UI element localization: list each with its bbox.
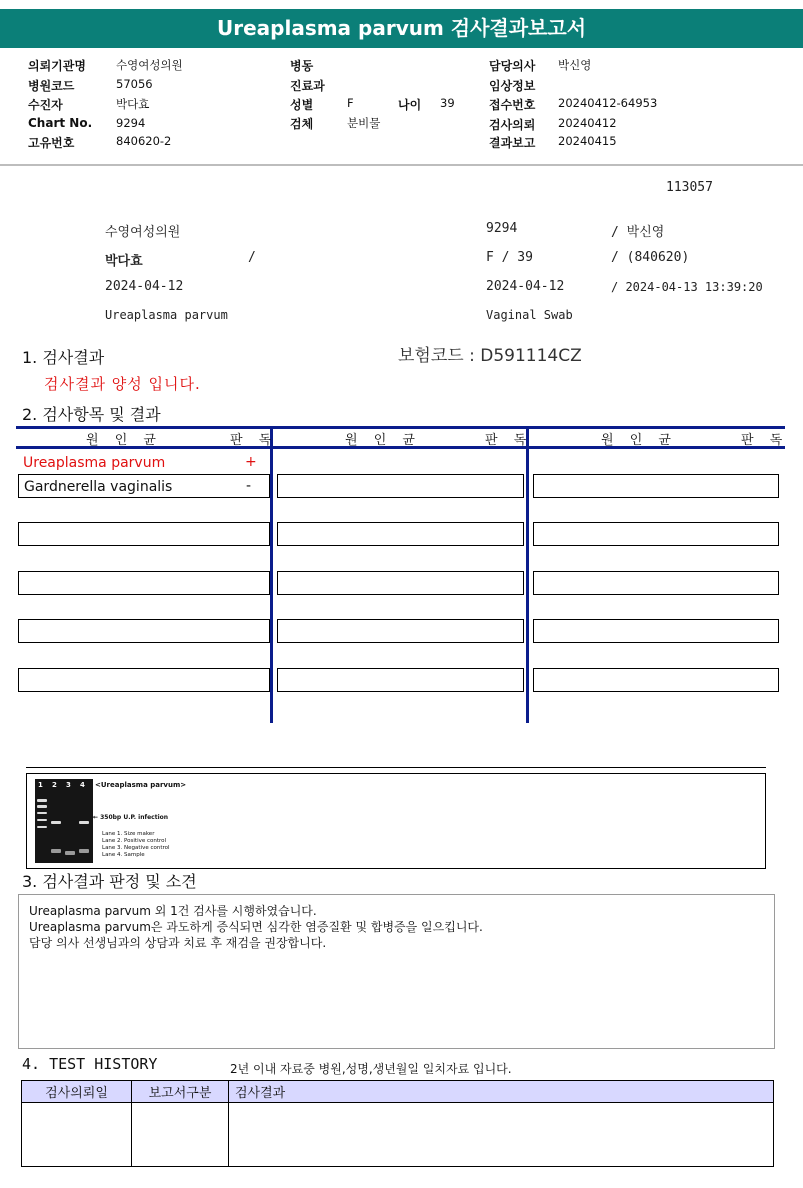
empty-result-box <box>277 571 524 595</box>
gel-legend-1: Lane 1. Size maker <box>102 831 155 837</box>
print-id: 113057 <box>666 180 713 195</box>
lane-2-label: 2 <box>52 781 57 789</box>
lane-3-label: 3 <box>66 781 71 789</box>
section1-title: 1. 검사결과 <box>22 348 105 367</box>
col-judge-1: 판 독 <box>230 433 278 448</box>
col-judge-3: 판 독 <box>741 433 789 448</box>
doctor-label: 담당의사 <box>489 59 536 73</box>
report-title: Ureaplasma parvum 검사결과보고서 <box>0 9 803 48</box>
gel-top-rule <box>26 767 766 768</box>
history-header-date: 검사의뢰일 <box>22 1081 132 1103</box>
unique-no-value: 840620-2 <box>116 134 172 148</box>
header-divider <box>0 164 803 166</box>
gel-band <box>79 849 89 853</box>
insurance-code: 보험코드 : D591114CZ <box>398 346 582 366</box>
result-name-2: Gardnerella vaginalis <box>24 479 173 495</box>
gel-title: <Ureaplasma parvum> <box>95 781 187 789</box>
print-report-time: / 2024-04-13 13:39:20 <box>611 280 763 294</box>
empty-result-box <box>18 619 270 643</box>
gel-legend-4: Lane 4. Sample <box>102 852 145 858</box>
receipt-no-value: 20240412-64953 <box>558 96 658 110</box>
opinion-line-1: Ureaplasma parvum 외 1건 검사를 시행하였습니다. <box>29 904 317 918</box>
gel-band <box>37 826 47 828</box>
clinical-info-label: 임상정보 <box>489 79 536 93</box>
age-label: 나이 <box>398 98 422 112</box>
empty-result-box <box>533 619 779 643</box>
report-date-value: 20240415 <box>558 134 617 148</box>
result-summary: 검사결과 양성 입니다. <box>44 375 201 393</box>
section4-title: 4. TEST HISTORY <box>22 1055 158 1073</box>
hospital-code-value: 57056 <box>116 77 153 91</box>
doctor-value: 박신영 <box>558 58 592 72</box>
ward-label: 병동 <box>290 59 314 73</box>
gel-band <box>37 799 47 802</box>
empty-result-box <box>533 668 779 692</box>
chart-no-value: 9294 <box>116 116 146 130</box>
specimen-label: 검체 <box>290 117 314 131</box>
col-organism-3: 원 인 균 <box>601 433 677 448</box>
lane-1-label: 1 <box>38 781 43 789</box>
request-date-label: 검사의뢰 <box>489 118 536 132</box>
gel-band-annotation: ← 350bp U.P. infection <box>93 814 169 821</box>
report-date-label: 결과보고 <box>489 136 536 150</box>
empty-result-box <box>277 474 524 498</box>
empty-result-box <box>18 571 270 595</box>
gel-band <box>37 819 47 821</box>
print-specimen: Vaginal Swab <box>486 308 573 322</box>
print-slash: / <box>248 250 256 265</box>
gel-band <box>65 851 75 855</box>
grid-divider-1 <box>270 426 273 723</box>
col-organism-2: 원 인 균 <box>345 433 421 448</box>
history-header-result: 검사결과 <box>229 1081 774 1103</box>
history-table <box>21 1080 774 1167</box>
print-chart: 9294 <box>486 221 518 236</box>
empty-result-box <box>18 522 270 546</box>
empty-result-box <box>533 571 779 595</box>
print-patient: 박다효 <box>105 254 143 269</box>
institution-label: 의뢰기관명 <box>28 59 86 73</box>
section2-title: 2. 검사항목 및 결과 <box>22 405 161 424</box>
gel-figure <box>26 773 766 869</box>
gel-photo <box>35 779 93 863</box>
history-cell <box>22 1103 132 1167</box>
empty-result-box <box>277 619 524 643</box>
print-receive-date: 2024-04-12 <box>486 279 565 294</box>
hospital-code-label: 병원코드 <box>28 79 75 93</box>
result-judge-2: - <box>246 478 252 494</box>
grid-divider-2 <box>526 426 529 723</box>
empty-result-box <box>533 474 779 498</box>
gel-band <box>79 821 89 824</box>
history-cell <box>229 1103 774 1167</box>
opinion-line-3: 담당 의사 선생님과의 상담과 치료 후 재검을 권장합니다. <box>29 936 327 950</box>
result-name-1: Ureaplasma parvum <box>23 455 166 471</box>
department-label: 진료과 <box>290 79 325 93</box>
gel-band <box>51 821 61 824</box>
gel-legend-2: Lane 2. Positive control <box>102 838 167 844</box>
opinion-box <box>18 894 775 1049</box>
print-test-name: Ureaplasma parvum <box>105 308 228 322</box>
print-birth: / (840620) <box>611 250 690 265</box>
print-hospital: 수영여성의원 <box>105 225 181 240</box>
history-header-type: 보고서구분 <box>132 1081 229 1103</box>
specimen-value: 분비물 <box>347 116 381 130</box>
empty-result-box <box>533 522 779 546</box>
empty-result-box <box>277 668 524 692</box>
result-judge-1: + <box>245 454 257 470</box>
history-cell <box>132 1103 229 1167</box>
empty-result-box <box>277 522 524 546</box>
gel-band <box>37 805 47 808</box>
chart-no-label: Chart No. <box>28 116 93 130</box>
gel-legend-3: Lane 3. Negative control <box>102 845 170 851</box>
sex-value: F <box>347 96 354 110</box>
print-sex-age: F / 39 <box>486 250 533 265</box>
gel-band <box>37 812 47 814</box>
history-note: 2년 이내 자료중 병원,성명,생년월일 일치자료 입니다. <box>230 1062 512 1076</box>
patient-value: 박다효 <box>116 97 150 111</box>
col-judge-2: 판 독 <box>485 433 533 448</box>
empty-result-box <box>18 668 270 692</box>
age-value: 39 <box>440 96 455 110</box>
lane-4-label: 4 <box>80 781 85 789</box>
sex-label: 성별 <box>290 98 314 112</box>
patient-label: 수진자 <box>28 98 63 112</box>
col-organism-1: 원 인 균 <box>86 433 162 448</box>
section3-title: 3. 검사결과 판정 및 소견 <box>22 872 197 891</box>
print-request-date: 2024-04-12 <box>105 279 184 294</box>
request-date-value: 20240412 <box>558 116 617 130</box>
unique-no-label: 고유번호 <box>28 136 75 150</box>
receipt-no-label: 접수번호 <box>489 98 536 112</box>
institution-value: 수영여성의원 <box>116 58 183 72</box>
print-doctor: / 박신영 <box>611 225 665 240</box>
gel-band <box>51 849 61 853</box>
opinion-line-2: Ureaplasma parvum은 과도하게 증식되면 심각한 염증질환 및 합병증을 일으킵니다. <box>29 920 483 934</box>
